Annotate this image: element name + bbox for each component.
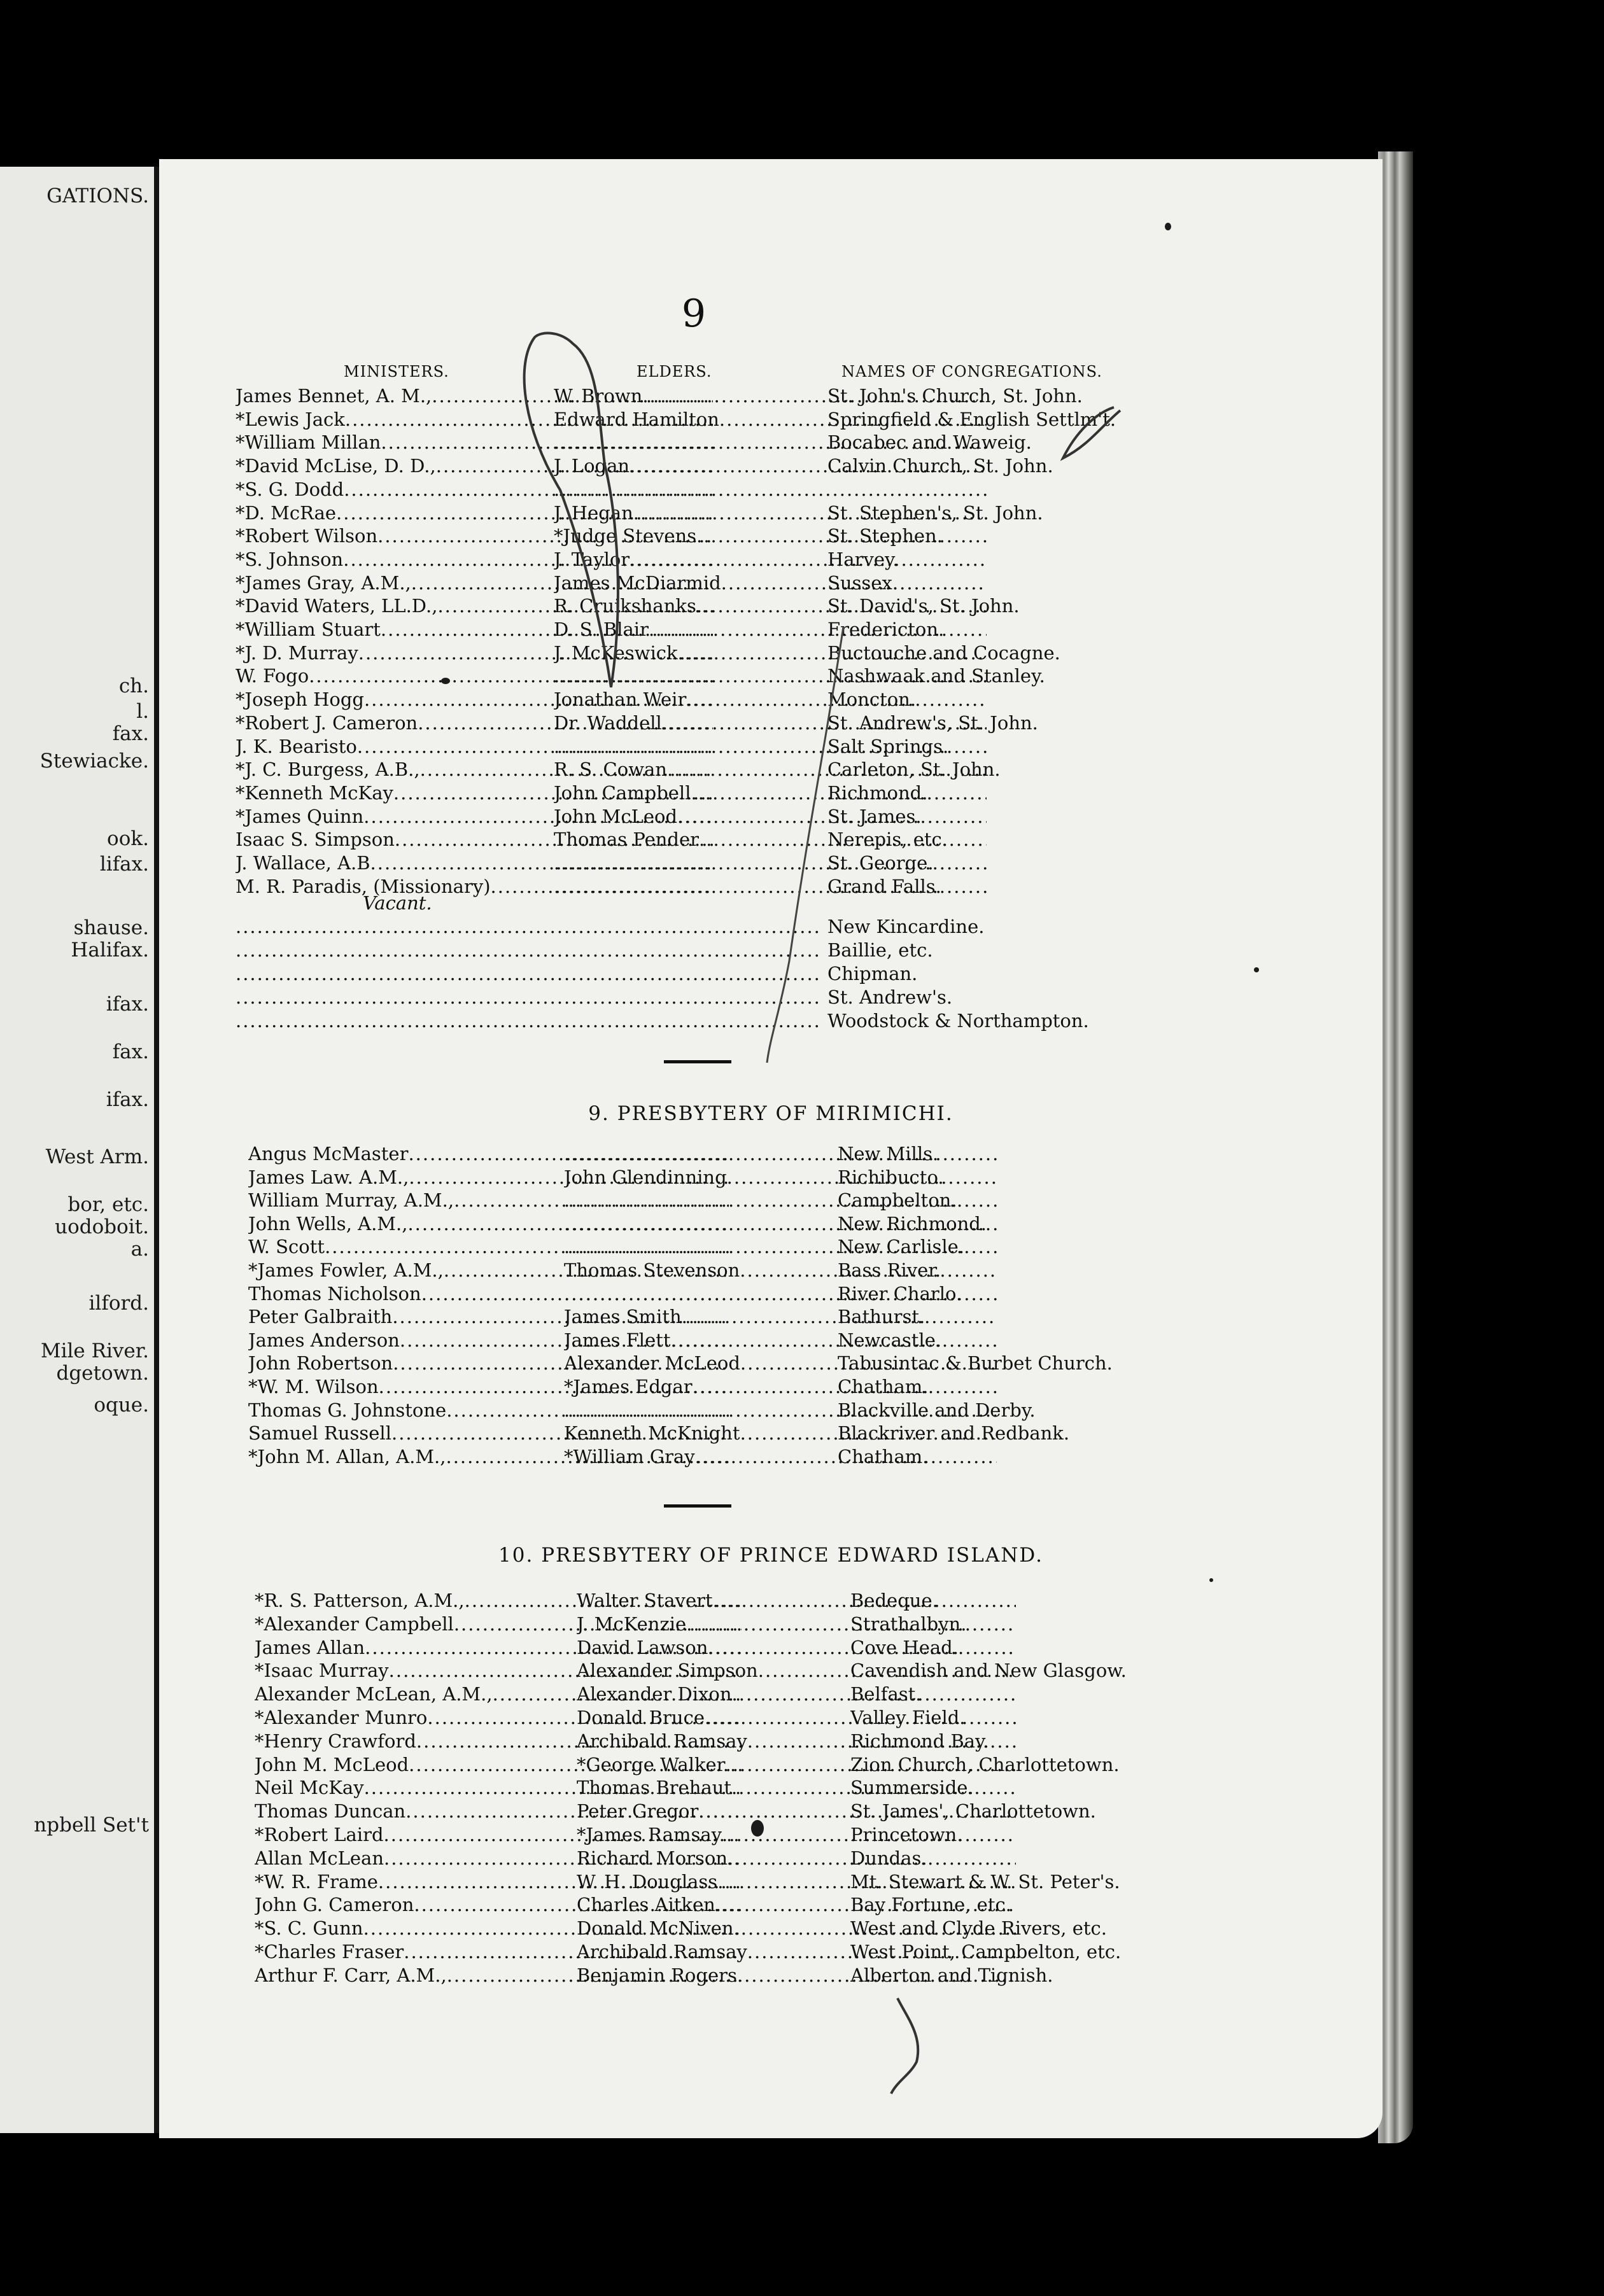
congregation-name: River Charlo. [838, 1282, 962, 1305]
elder-name: *William Gray ..... [564, 1445, 997, 1468]
elder-name: Benjamin Rogers ..... [577, 1964, 1016, 1987]
congregation-name: Strathalbyn. [850, 1613, 967, 1635]
elder-name: Archibald Ramsay ..... [577, 1730, 1016, 1753]
elder-name: *James Ramsay ..... [577, 1823, 1016, 1846]
left-page-text-fragment: ifax. [106, 993, 149, 1016]
minister-name: *Lewis Jack ..... [236, 408, 713, 431]
elder-name: Kenneth McKnight ..... [564, 1422, 997, 1445]
left-page-text-fragment: ilford. [88, 1292, 149, 1315]
section-title-prince-edward-island: 10. PRESBYTERY OF PRINCE EDWARD ISLAND. [498, 1544, 1043, 1567]
congregation-name: Alberton and Tignish. [850, 1964, 1053, 1986]
congregation-name: St. Stephen's, St. John. [827, 501, 1043, 524]
elder-name: Thomas Stevenson ..... [564, 1259, 997, 1282]
elder-name: *George Walker ..... [577, 1753, 1016, 1776]
elder-name: Jonathan Weir ..... [554, 688, 987, 711]
congregation-name: Buctouche and Cocagne. [827, 641, 1060, 664]
minister-name: John Robertson ..... [248, 1352, 729, 1375]
minister-name: *W. M. Wilson ..... [248, 1375, 729, 1398]
minister-name: Neil McKay ..... [255, 1776, 742, 1799]
minister-name: *Henry Crawford ..... [255, 1730, 742, 1753]
congregation-name: Princetown. [850, 1824, 963, 1845]
congregation-name: West and Clyde Rivers, etc. [850, 1917, 1108, 1940]
minister-name: *Kenneth McKay ..... [236, 781, 713, 804]
congregation-name: Tabusintac & Burbet Church. [838, 1352, 1113, 1375]
elder-name: Archibald Ramsay ..... [577, 1940, 1016, 1963]
elder-name: W. Brown ..... [554, 384, 987, 407]
minister-name: M. R. Paradis, (Missionary) ..... [236, 875, 713, 898]
congregation-name: Newcastle. [838, 1329, 942, 1351]
minister-name: Thomas G. Johnstone ..... [248, 1399, 729, 1422]
main-page [159, 159, 1382, 2138]
congregation-name: St. James', Charlottetown. [850, 1800, 1096, 1823]
left-page-text-fragment: ch. [118, 675, 149, 697]
minister-name: J. Wallace, A.B ..... [236, 851, 713, 874]
elder-name: Edward Hamilton ..... [554, 408, 987, 431]
congregation-name: St. David's, St. John. [827, 595, 1020, 617]
pencil-annotation [159, 159, 1382, 2138]
minister-name: *Robert Laird ..... [255, 1823, 742, 1846]
elder-name: Peter Gregor ..... [577, 1800, 1016, 1823]
minister-name: James Bennet, A. M., ..... [236, 384, 713, 407]
minister-name: *J. C. Burgess, A.B., ..... [236, 758, 713, 781]
congregation-name: Richibucto. [838, 1166, 944, 1188]
congregation-name: Belfast. [850, 1683, 922, 1705]
elder-name: J. Hegan ..... [554, 501, 987, 524]
congregation-name: New Mills. [838, 1143, 939, 1165]
minister-name: Samuel Russell ..... [248, 1422, 729, 1445]
minister-name: *Robert Wilson ..... [236, 524, 713, 547]
minister-name: *David McLise, D. D., ..... [236, 454, 713, 477]
elder-name: Alexander McLeod ..... [564, 1352, 997, 1375]
minister-name: John Wells, A.M., ..... [248, 1212, 729, 1235]
congregation-name: Blackville and Derby. [838, 1399, 1036, 1421]
elder-name: John Campbell ..... [554, 781, 987, 804]
minister-name: W. Fogo ..... [236, 664, 713, 687]
congregation-name: Cove Head. [850, 1636, 959, 1658]
congregation-name: Bay Fortune, etc. [850, 1894, 1011, 1916]
left-page-text-fragment: oque. [94, 1394, 149, 1417]
elder-name: John Glendinning ..... [564, 1166, 997, 1189]
minister-name: Angus McMaster ..... [248, 1142, 729, 1165]
minister-name: *W. R. Frame ..... [255, 1870, 742, 1893]
left-page-text-fragment: GATIONS. [46, 185, 149, 207]
left-page-text-fragment: ook. [107, 827, 149, 850]
elder-name: James Flett ..... [564, 1329, 997, 1352]
congregation-name: Fredericton. [827, 619, 945, 640]
elder-name: Donald Bruce ..... [577, 1706, 1016, 1729]
left-page-text-fragment: ifax. [106, 1088, 149, 1111]
minister-name: *S. C. Gunn ..... [255, 1917, 742, 1940]
elder-name: *James Edgar ..... [564, 1375, 997, 1398]
left-page-text-fragment: a. [130, 1238, 149, 1261]
congregation-name: Sussex. [827, 571, 899, 594]
minister-name: Isaac S. Simpson ..... [236, 828, 713, 851]
congregation-name: St. Andrew's, St. John. [827, 711, 1038, 734]
column-header-congregations: NAMES OF CONGREGATIONS. [841, 363, 1102, 381]
minister-name: James Law. A.M., ..... [248, 1166, 729, 1189]
minister-name: Allan McLean ..... [255, 1847, 742, 1870]
congregation-name: Springfield & English Settlm't. [827, 408, 1116, 430]
minister-name: *James Gray, A.M., ..... [236, 571, 713, 594]
congregation-name: Blackriver and Redbank. [838, 1422, 1070, 1445]
congregation-name: Dundas. [850, 1847, 927, 1869]
elder-name: James McDiarmid ..... [554, 571, 987, 594]
congregation-name: St. Stephen. [827, 525, 943, 547]
minister-name: Peter Galbraith ..... [248, 1305, 729, 1328]
congregation-name: Harvey. [827, 548, 899, 570]
elder-name: R. Cruikshanks ..... [554, 594, 987, 617]
congregation-name: Calvin Church, St. John. [827, 455, 1053, 477]
congregation-name: New Kincardine. [827, 916, 985, 937]
column-header-elders: ELDERS. [637, 363, 712, 381]
ink-speck [1165, 223, 1171, 230]
elder-name: J. Taylor ..... [554, 548, 987, 571]
congregation-name: New Richmond. [838, 1212, 987, 1235]
congregation-name: St. George. [827, 852, 934, 874]
elder-name: R. S. Cowan ..... [554, 758, 987, 781]
minister-name: *John M. Allan, A.M., ..... [248, 1445, 729, 1468]
minister-name: John G. Cameron ..... [255, 1893, 742, 1916]
left-page-text-fragment: Mile River. [40, 1340, 149, 1362]
minister-name: W. Scott ..... [248, 1235, 729, 1258]
page-number: 9 [681, 291, 707, 336]
congregation-name: Chatham. [838, 1445, 929, 1467]
elder-name: J. McKenzie ..... [577, 1613, 1016, 1635]
minister-name: James Anderson ..... [248, 1329, 729, 1352]
minister-name: *D. McRae ..... [236, 501, 713, 524]
minister-name: *Alexander Munro ..... [255, 1706, 742, 1729]
section-title-mirimichi: 9. PRESBYTERY OF MIRIMICHI. [588, 1102, 953, 1125]
congregation-name: Richmond Bay. [850, 1730, 989, 1752]
minister-name: Thomas Nicholson ..... [248, 1282, 729, 1305]
minister-name: *Alexander Campbell ..... [255, 1613, 742, 1635]
minister-name: *Joseph Hogg ..... [236, 688, 713, 711]
minister-name: J. K. Bearisto ..... [236, 735, 713, 758]
congregation-name: Summerside. [850, 1777, 974, 1799]
left-page-text-fragment: fax. [112, 1040, 149, 1063]
ink-speck [441, 678, 450, 684]
column-header-ministers: MINISTERS. [344, 363, 449, 381]
minister-name: *William Millan ..... [236, 431, 713, 454]
minister-name: *David Waters, LL.D., ..... [236, 594, 713, 617]
minister-name: *Isaac Murray ..... [255, 1659, 742, 1682]
minister-name: James Allan ..... [255, 1636, 742, 1659]
left-page-text-fragment: bor, etc. [67, 1193, 149, 1216]
elder-name: W. H. Douglass ..... [577, 1870, 1016, 1893]
left-page-text-fragment: lifax. [99, 853, 149, 876]
elder-name: J. Logan ..... [554, 454, 987, 477]
elder-name: *Judge Stevens ..... [554, 524, 987, 547]
minister-name: *S. G. Dodd ..... [236, 478, 713, 501]
minister-name: William Murray, A.M., ..... [248, 1189, 729, 1212]
congregation-name: West Point, Campbelton, etc. [850, 1941, 1122, 1963]
elder-name: James Smith ..... [564, 1305, 997, 1328]
congregation-name: Carleton, St. John. [827, 759, 1001, 781]
minister-name: *J. D. Murray ..... [236, 641, 713, 664]
left-page-text-fragment: West Arm. [45, 1145, 149, 1168]
elder-name: Charles Aitken ..... [577, 1893, 1016, 1916]
elder-name: Alexander Dixon ..... [577, 1683, 1016, 1705]
left-page-text-fragment: Halifax. [71, 939, 149, 962]
congregation-name: Moncton. [827, 689, 917, 711]
vacant-label: Vacant. [363, 892, 432, 914]
minister-name: Arthur F. Carr, A.M., ..... [255, 1964, 742, 1987]
congregation-name: St. Andrew's. [827, 986, 953, 1008]
minister-name: *James Fowler, A.M., ..... [248, 1259, 729, 1282]
elder-name: J. McKeswick ..... [554, 641, 987, 664]
congregation-name: Baillie, etc. [827, 939, 933, 961]
elder-name: Walter Stavert ..... [577, 1589, 1016, 1612]
minister-name: *Robert J. Cameron ..... [236, 711, 713, 734]
congregation-name: Bedeque. [850, 1590, 938, 1611]
left-page-text-fragment: uodoboit. [55, 1215, 149, 1238]
congregation-name: Salt Springs. [827, 735, 949, 757]
congregation-name: Zion Church, Charlottetown. [850, 1753, 1120, 1775]
congregation-name: Mt. Stewart & W. St. Peter's. [850, 1870, 1120, 1893]
minister-name: *Charles Fraser ..... [255, 1940, 742, 1963]
elder-name: Donald McNiven ..... [577, 1917, 1016, 1940]
ink-speck [1254, 967, 1259, 972]
congregation-name: Cavendish and New Glasgow. [850, 1660, 1127, 1682]
congregation-name: St. James. [827, 805, 922, 827]
elder-name: Alexander Simpson ..... [577, 1659, 1016, 1682]
congregation-name: Nashwaak and Stanley. [827, 665, 1045, 687]
elder-name: David Lawson ..... [577, 1636, 1016, 1659]
page-edge-stack [1378, 151, 1413, 2143]
left-page-text-fragment: shause. [73, 916, 149, 939]
left-page-text-fragment: npbell Set't [34, 1814, 149, 1837]
congregation-name: Campbelton. [838, 1189, 957, 1212]
elder-name: John McLeod ..... [554, 805, 987, 828]
congregation-name: Bathurst. [838, 1306, 925, 1328]
minister-name: John M. McLeod ..... [255, 1753, 742, 1776]
ink-speck [1209, 1578, 1213, 1582]
left-page-text-fragment: fax. [112, 722, 149, 745]
congregation-name: Nerepis, etc. [827, 829, 948, 851]
left-page-text-fragment: l. [136, 700, 149, 723]
congregation-name: Grand Falls. [827, 875, 941, 897]
congregation-name: Woodstock & Northampton. [827, 1010, 1089, 1032]
elder-name: Thomas Brehaut ..... [577, 1776, 1016, 1799]
congregation-name: St. John's Church, St. John. [827, 385, 1083, 407]
congregation-name: Bass River. [838, 1259, 941, 1281]
minister-name: *William Stuart ..... [236, 618, 713, 641]
elder-name: Thomas Pender ..... [554, 828, 987, 851]
minister-name: *S. Johnson ..... [236, 548, 713, 571]
elder-name: Dr. Waddell ..... [554, 711, 987, 734]
elder-name: D. S. Blair ..... [554, 618, 987, 641]
minister-name: Alexander McLean, A.M., ..... [255, 1683, 742, 1705]
minister-name: Thomas Duncan ..... [255, 1800, 742, 1823]
left-page-text-fragment: dgetown. [56, 1362, 149, 1385]
congregation-name: New Carlisle. [838, 1236, 965, 1258]
congregation-name: Chatham. [838, 1376, 929, 1397]
elder-name: Richard Morson ..... [577, 1847, 1016, 1870]
minister-name: *James Quinn ..... [236, 805, 713, 828]
congregation-name: Chipman. [827, 963, 918, 984]
congregation-name: Bocabec and Waweig. [827, 431, 1032, 454]
left-page-fragment [0, 167, 160, 2133]
congregation-name: Richmond. [827, 781, 928, 804]
congregation-name: Valley Field. [850, 1707, 966, 1728]
left-page-text-fragment: Stewiacke. [39, 750, 149, 773]
ink-speck [751, 1820, 764, 1837]
minister-name: *R. S. Patterson, A.M., ..... [255, 1589, 742, 1612]
